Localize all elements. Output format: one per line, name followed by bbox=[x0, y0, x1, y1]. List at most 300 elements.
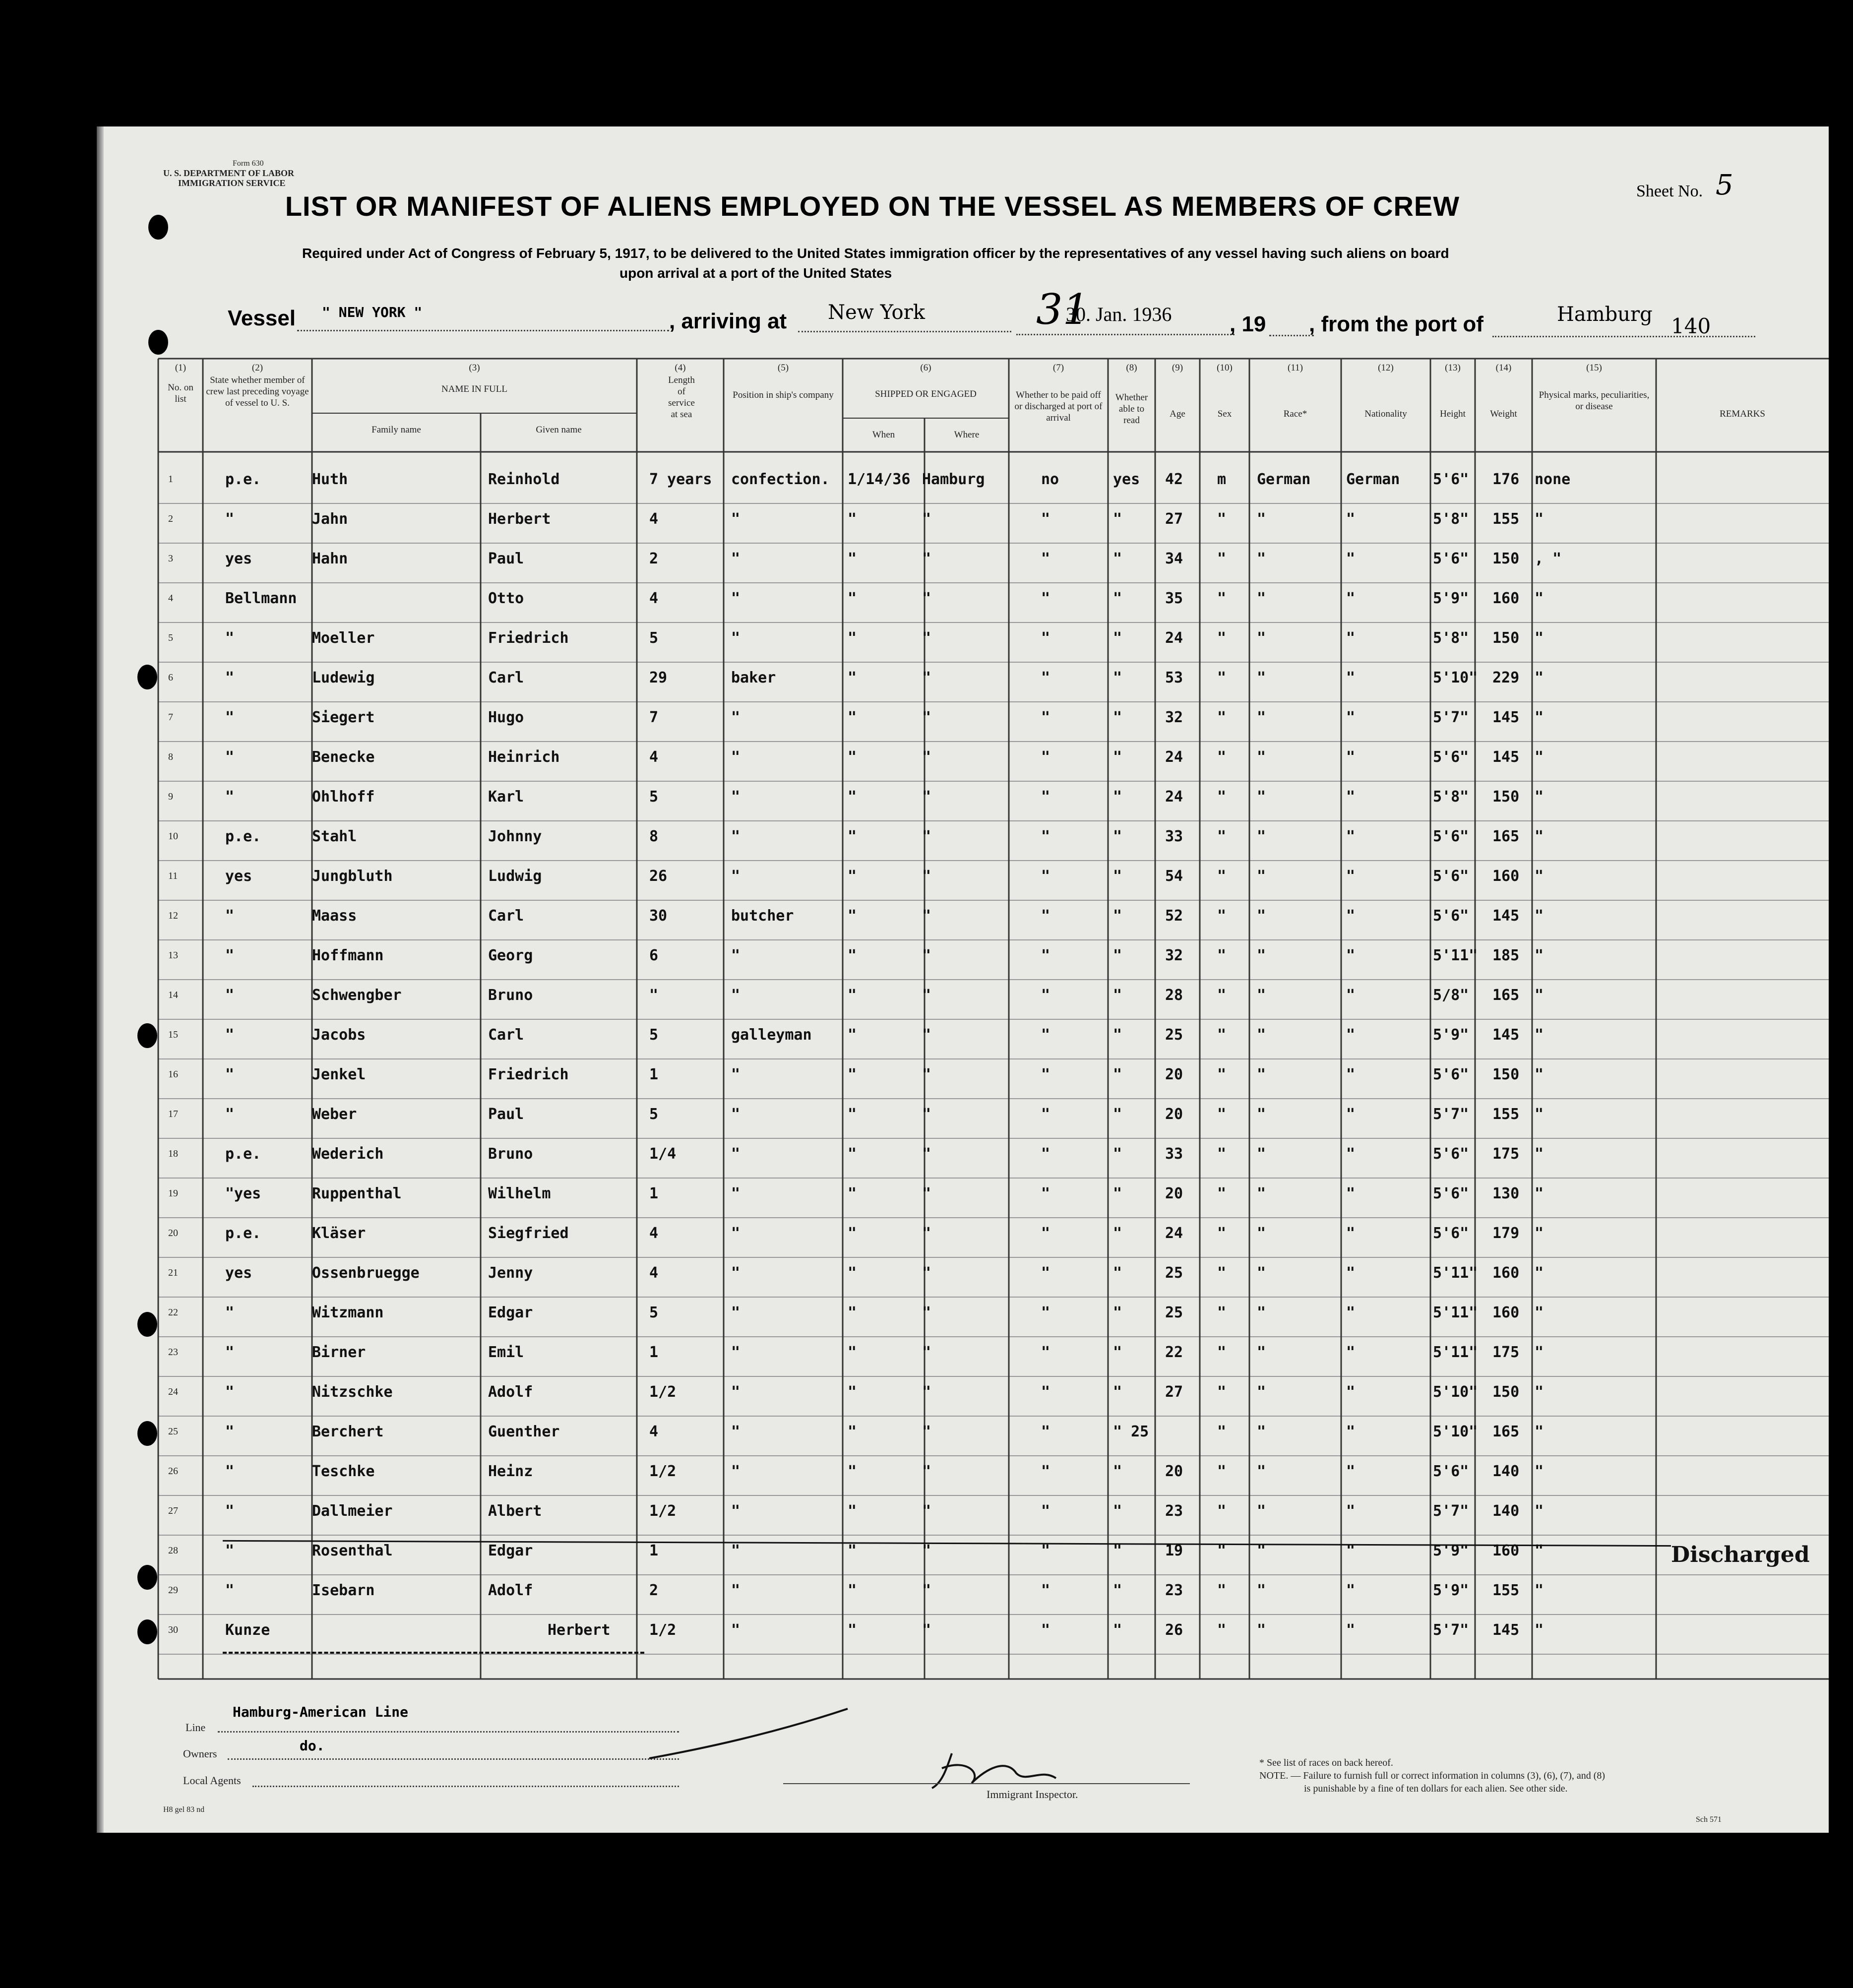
cell-shipped-when: " bbox=[848, 1026, 857, 1044]
cell-sex: " bbox=[1217, 1264, 1227, 1282]
cell-weight: 160 bbox=[1492, 1264, 1520, 1282]
cell-able-to-read: " bbox=[1113, 1304, 1122, 1321]
cell-weight: 229 bbox=[1492, 669, 1520, 686]
row-number: 25 bbox=[168, 1426, 178, 1437]
row-number: 20 bbox=[168, 1228, 178, 1239]
cell-given-name: Guenther bbox=[488, 1423, 560, 1440]
cell-weight: 175 bbox=[1492, 1145, 1520, 1163]
cell-weight: 155 bbox=[1492, 1582, 1520, 1599]
cell-position: " bbox=[731, 1582, 741, 1599]
cell-service: 4 bbox=[649, 748, 659, 766]
cell-shipped-where: " bbox=[922, 550, 931, 567]
cell-family-name: Nitzschke bbox=[312, 1383, 393, 1401]
cell-sex: " bbox=[1217, 1344, 1227, 1361]
cell-able-to-read: " bbox=[1113, 748, 1122, 766]
cell-nationality: " bbox=[1346, 669, 1356, 686]
cell-position: " bbox=[731, 1106, 741, 1123]
col9-header: Age bbox=[1170, 409, 1185, 419]
row-number: 18 bbox=[168, 1148, 178, 1159]
cell-prev: p.e. bbox=[225, 828, 261, 845]
row-number: 21 bbox=[168, 1267, 178, 1278]
cell-weight: 165 bbox=[1492, 987, 1520, 1004]
page-title: LIST OR MANIFEST OF ALIENS EMPLOYED ON THE VESSEL AS MEMBERS OF CREW bbox=[285, 190, 1460, 222]
cell-sex: " bbox=[1217, 1582, 1227, 1599]
cell-service: 1/2 bbox=[649, 1621, 677, 1639]
cell-prev: " bbox=[225, 1463, 235, 1480]
cell-shipped-where: " bbox=[922, 1344, 931, 1361]
cell-weight: 160 bbox=[1492, 1542, 1520, 1559]
cell-able-to-read: " bbox=[1113, 1066, 1122, 1083]
cell-weight: 150 bbox=[1492, 1066, 1520, 1083]
cell-height: 5'6" bbox=[1433, 1145, 1469, 1163]
cell-sex: " bbox=[1217, 828, 1227, 845]
cell-age: 20 bbox=[1165, 1106, 1183, 1123]
cell-position: " bbox=[731, 868, 741, 885]
cell-physical-marks: , " bbox=[1535, 550, 1562, 567]
vessel-name: " NEW YORK " bbox=[322, 304, 423, 320]
cell-prev: " bbox=[225, 1066, 235, 1083]
cell-shipped-where: " bbox=[922, 1145, 931, 1163]
cell-shipped-when: " bbox=[848, 629, 857, 647]
cell-weight: 145 bbox=[1492, 709, 1520, 726]
cell-able-to-read: " bbox=[1113, 1185, 1122, 1202]
arriving-port: New York bbox=[828, 301, 925, 324]
cell-weight: 130 bbox=[1492, 1185, 1520, 1202]
cell-race: " bbox=[1257, 1106, 1266, 1123]
vessel-label: Vessel bbox=[228, 306, 296, 330]
cell-shipped-when: " bbox=[848, 1423, 857, 1440]
cell-sex: " bbox=[1217, 947, 1227, 964]
cell-position: " bbox=[731, 947, 741, 964]
cell-service: 4 bbox=[649, 510, 659, 528]
print-code-left: H8 gel 83 nd bbox=[163, 1805, 205, 1814]
cell-given-name: Edgar bbox=[488, 1304, 533, 1321]
cell-able-to-read: " bbox=[1113, 709, 1122, 726]
cell-given-name: Heinrich bbox=[488, 748, 560, 766]
cell-position: " bbox=[731, 748, 741, 766]
cell-position: " bbox=[731, 1304, 741, 1321]
punch-hole bbox=[137, 665, 157, 689]
cell-service: 29 bbox=[649, 669, 668, 686]
cell-family-name: Wederich bbox=[312, 1145, 384, 1163]
cell-age: 53 bbox=[1165, 669, 1183, 686]
cell-family-name: Benecke bbox=[312, 748, 375, 766]
cell-shipped-where: " bbox=[922, 1582, 931, 1599]
row-number: 30 bbox=[168, 1624, 178, 1635]
department: U. S. DEPARTMENT OF LABOR bbox=[163, 168, 295, 178]
cell-weight: 140 bbox=[1492, 1502, 1520, 1520]
cell-able-to-read: " 25 bbox=[1113, 1423, 1149, 1440]
cell-prev: p.e. bbox=[225, 471, 261, 488]
col8-num: (8) bbox=[1126, 363, 1137, 373]
cell-position: " bbox=[731, 788, 741, 806]
cell-shipped-where: " bbox=[922, 590, 931, 607]
cell-given-name: Siegfried bbox=[488, 1225, 569, 1242]
col13-header: Height bbox=[1440, 409, 1466, 419]
cell-service: 1/2 bbox=[649, 1502, 677, 1520]
col14-header: Weight bbox=[1490, 409, 1517, 419]
cell-height: 5'11" bbox=[1433, 1344, 1478, 1361]
cell-physical-marks: " bbox=[1535, 1542, 1544, 1559]
cell-sex: " bbox=[1217, 550, 1227, 567]
given-name-header: Given name bbox=[536, 425, 582, 435]
family-name-header: Family name bbox=[371, 425, 421, 435]
cell-shipped-when: " bbox=[848, 1145, 857, 1163]
cell-able-to-read: " bbox=[1113, 510, 1122, 528]
cell-able-to-read: " bbox=[1113, 1542, 1122, 1559]
cell-given-name: Jenny bbox=[488, 1264, 533, 1282]
cell-nationality: " bbox=[1346, 1542, 1356, 1559]
cell-position: " bbox=[731, 1145, 741, 1163]
cell-sex: " bbox=[1217, 510, 1227, 528]
cell-shipped-where: " bbox=[922, 788, 931, 806]
cell-race: " bbox=[1257, 590, 1266, 607]
row-number: 15 bbox=[168, 1029, 178, 1040]
cell-physical-marks: " bbox=[1535, 987, 1544, 1004]
cell-physical-marks: " bbox=[1535, 709, 1544, 726]
col7-num: (7) bbox=[1052, 363, 1064, 373]
cell-age: 23 bbox=[1165, 1582, 1183, 1599]
cell-shipped-when: " bbox=[848, 1502, 857, 1520]
cell-age: 42 bbox=[1165, 471, 1183, 488]
row-number: 5 bbox=[168, 632, 173, 643]
cell-position: galleyman bbox=[731, 1026, 812, 1044]
year-label: , 19 bbox=[1230, 312, 1266, 336]
cell-weight: 155 bbox=[1492, 1106, 1520, 1123]
cell-family-name: Stahl bbox=[312, 828, 357, 845]
cell-height: 5'6" bbox=[1433, 868, 1469, 885]
manifest-sheet bbox=[101, 126, 1829, 1833]
cell-weight: 140 bbox=[1492, 1463, 1520, 1480]
immigrant-inspector-label: Immigrant Inspector. bbox=[987, 1788, 1078, 1801]
cell-race: " bbox=[1257, 669, 1266, 686]
cell-physical-marks: none bbox=[1535, 471, 1571, 488]
cell-weight: 176 bbox=[1492, 471, 1520, 488]
cell-race: " bbox=[1257, 1463, 1266, 1480]
cell-shipped-where: " bbox=[922, 629, 931, 647]
cell-able-to-read: " bbox=[1113, 1344, 1122, 1361]
cell-physical-marks: " bbox=[1535, 1026, 1544, 1044]
cell-race: " bbox=[1257, 510, 1266, 528]
cell-prev: " bbox=[225, 1344, 235, 1361]
row-number: 24 bbox=[168, 1386, 178, 1397]
cell-race: " bbox=[1257, 987, 1266, 1004]
cell-able-to-read: " bbox=[1113, 1264, 1122, 1282]
cell-position: confection. bbox=[731, 471, 830, 488]
cell-shipped-when: " bbox=[848, 1304, 857, 1321]
cell-sex: " bbox=[1217, 590, 1227, 607]
col10-header: Sex bbox=[1217, 409, 1232, 419]
races-note: * See list of races on back hereof. bbox=[1259, 1757, 1393, 1768]
cell-shipped-where: " bbox=[922, 1463, 931, 1480]
cell-weight: 145 bbox=[1492, 748, 1520, 766]
cell-weight: 150 bbox=[1492, 550, 1520, 567]
cell-nationality: " bbox=[1346, 510, 1356, 528]
cell-weight: 150 bbox=[1492, 629, 1520, 647]
cell-nationality: German bbox=[1346, 471, 1400, 488]
cell-prev: " bbox=[225, 1542, 235, 1559]
col5-num: (5) bbox=[777, 363, 789, 373]
cell-service: 1/4 bbox=[649, 1145, 677, 1163]
cell-race: " bbox=[1257, 1185, 1266, 1202]
cell-position: " bbox=[731, 1423, 741, 1440]
cell-weight: 150 bbox=[1492, 788, 1520, 806]
cell-height: 5'9" bbox=[1433, 1026, 1469, 1044]
cell-age: 22 bbox=[1165, 1344, 1183, 1361]
cell-family-name: Ossenbruegge bbox=[312, 1264, 420, 1282]
row-number: 17 bbox=[168, 1109, 178, 1119]
cell-paid-off: " bbox=[1041, 629, 1050, 647]
cell-given-name: Friedrich bbox=[488, 629, 569, 647]
cell-prev: yes bbox=[225, 1264, 252, 1282]
cell-age: 25 bbox=[1165, 1304, 1183, 1321]
cell-height: 5'7" bbox=[1433, 709, 1469, 726]
cell-able-to-read: " bbox=[1113, 1225, 1122, 1242]
cell-race: " bbox=[1257, 907, 1266, 925]
cell-shipped-when: " bbox=[848, 1106, 857, 1123]
row-number: 9 bbox=[168, 791, 173, 802]
cell-height: 5'9" bbox=[1433, 1582, 1469, 1599]
cell-service: 5 bbox=[649, 1106, 659, 1123]
cell-sex: " bbox=[1217, 1066, 1227, 1083]
cell-race: " bbox=[1257, 1066, 1266, 1083]
cell-position: " bbox=[731, 1066, 741, 1083]
cell-able-to-read: " bbox=[1113, 947, 1122, 964]
cell-physical-marks: " bbox=[1535, 1106, 1544, 1123]
cell-shipped-when: " bbox=[848, 907, 857, 925]
col12-header: Nationality bbox=[1364, 409, 1407, 419]
cell-given-name: Otto bbox=[488, 590, 524, 607]
cell-race: " bbox=[1257, 1423, 1266, 1440]
cell-position: butcher bbox=[731, 907, 794, 925]
row-number: 14 bbox=[168, 990, 178, 1000]
col1-header: No. on list bbox=[168, 382, 193, 404]
cell-service: 4 bbox=[649, 590, 659, 607]
cell-able-to-read: " bbox=[1113, 1463, 1122, 1480]
col6-header: SHIPPED OR ENGAGED bbox=[875, 389, 977, 399]
cell-sex: " bbox=[1217, 1304, 1227, 1321]
cell-age: 25 bbox=[1165, 1264, 1183, 1282]
cell-prev: " bbox=[225, 709, 235, 726]
col15-header: Physical marks, peculiarities, or disease bbox=[1539, 390, 1650, 412]
row-number: 22 bbox=[168, 1307, 178, 1318]
cell-position: " bbox=[731, 1463, 741, 1480]
cell-shipped-where: " bbox=[922, 907, 931, 925]
cell-paid-off: " bbox=[1041, 1463, 1050, 1480]
cell-nationality: " bbox=[1346, 590, 1356, 607]
cell-sex: " bbox=[1217, 1145, 1227, 1163]
cell-family-name: Rosenthal bbox=[312, 1542, 393, 1559]
cell-family-name: Dallmeier bbox=[312, 1502, 393, 1520]
cell-prev: " bbox=[225, 1502, 235, 1520]
cell-able-to-read: " bbox=[1113, 1026, 1122, 1044]
col3-num: (3) bbox=[469, 363, 480, 373]
cell-given-name: Adolf bbox=[488, 1582, 533, 1599]
service: IMMIGRATION SERVICE bbox=[178, 178, 286, 188]
cell-age: 27 bbox=[1165, 510, 1183, 528]
cell-race: " bbox=[1257, 1264, 1266, 1282]
cell-height: 5'9" bbox=[1433, 1542, 1469, 1559]
cell-physical-marks: " bbox=[1535, 510, 1544, 528]
cell-position: " bbox=[731, 709, 741, 726]
cell-service: 5 bbox=[649, 629, 659, 647]
cell-shipped-when: " bbox=[848, 1066, 857, 1083]
cell-shipped-when: " bbox=[848, 828, 857, 845]
cell-family-name: Jacobs bbox=[312, 1026, 366, 1044]
cell-position: " bbox=[731, 1621, 741, 1639]
cell-given-name: Bruno bbox=[488, 1145, 533, 1163]
cell-position: " bbox=[731, 550, 741, 567]
cell-family-name: Isebarn bbox=[312, 1582, 375, 1599]
cell-paid-off: " bbox=[1041, 828, 1050, 845]
local-agents-label: Local Agents bbox=[183, 1774, 241, 1787]
cell-age: 32 bbox=[1165, 709, 1183, 726]
row-number: 23 bbox=[168, 1347, 178, 1358]
cell-given-name: Heinz bbox=[488, 1463, 533, 1480]
cell-prev: Kunze bbox=[225, 1621, 270, 1639]
cell-prev: " bbox=[225, 1383, 235, 1401]
cell-shipped-when: " bbox=[848, 987, 857, 1004]
cell-height: 5'10" bbox=[1433, 1383, 1478, 1401]
col13-num: (13) bbox=[1445, 363, 1461, 373]
cell-able-to-read: " bbox=[1113, 629, 1122, 647]
cell-prev: " bbox=[225, 629, 235, 647]
cell-nationality: " bbox=[1346, 907, 1356, 925]
cell-service: 2 bbox=[649, 550, 659, 567]
cell-shipped-where: Hamburg bbox=[922, 471, 985, 488]
cell-nationality: " bbox=[1346, 629, 1356, 647]
cell-shipped-when: " bbox=[848, 1463, 857, 1480]
cell-family-name: Ruppenthal bbox=[312, 1185, 402, 1202]
cell-sex: " bbox=[1217, 1185, 1227, 1202]
cell-given-name: Paul bbox=[488, 550, 524, 567]
cell-shipped-when: " bbox=[848, 1185, 857, 1202]
cell-weight: 175 bbox=[1492, 1344, 1520, 1361]
cell-paid-off: no bbox=[1041, 471, 1059, 488]
col15-num: (15) bbox=[1586, 363, 1602, 373]
cell-physical-marks: " bbox=[1535, 1582, 1544, 1599]
cell-paid-off: " bbox=[1041, 947, 1050, 964]
sheet-number: 5 bbox=[1716, 169, 1733, 201]
cell-race: " bbox=[1257, 1344, 1266, 1361]
cell-height: 5'6" bbox=[1433, 1066, 1469, 1083]
cell-shipped-when: " bbox=[848, 1582, 857, 1599]
cell-paid-off: " bbox=[1041, 1225, 1050, 1242]
cell-service: 4 bbox=[649, 1264, 659, 1282]
cell-given-name: Paul bbox=[488, 1106, 524, 1123]
punch-hole bbox=[137, 1023, 157, 1048]
cell-service: 1 bbox=[649, 1185, 659, 1202]
cell-service: 1 bbox=[649, 1542, 659, 1559]
cell-family-name: Berchert bbox=[312, 1423, 384, 1440]
cell-nationality: " bbox=[1346, 550, 1356, 567]
cell-service: 1 bbox=[649, 1344, 659, 1361]
cell-sex: m bbox=[1217, 471, 1227, 488]
cell-given-name: Carl bbox=[488, 1026, 524, 1044]
cell-race: " bbox=[1257, 1542, 1266, 1559]
cell-able-to-read: " bbox=[1113, 1383, 1122, 1401]
cell-height: 5'8" bbox=[1433, 629, 1469, 647]
cell-paid-off: " bbox=[1041, 1344, 1050, 1361]
cell-family-name: Hoffmann bbox=[312, 947, 384, 964]
cell-age: 24 bbox=[1165, 788, 1183, 806]
where-header: Where bbox=[954, 430, 980, 440]
cell-height: 5'6" bbox=[1433, 1225, 1469, 1242]
cell-paid-off: " bbox=[1041, 590, 1050, 607]
cell-nationality: " bbox=[1346, 828, 1356, 845]
col12-num: (12) bbox=[1378, 363, 1394, 373]
cell-nationality: " bbox=[1346, 1145, 1356, 1163]
cell-paid-off: " bbox=[1041, 1383, 1050, 1401]
cell-able-to-read: " bbox=[1113, 1621, 1122, 1639]
cell-sex: " bbox=[1217, 629, 1227, 647]
row-number: 29 bbox=[168, 1585, 178, 1596]
cell-service: 7 bbox=[649, 709, 659, 726]
cell-nationality: " bbox=[1346, 1463, 1356, 1480]
cell-paid-off: " bbox=[1041, 510, 1050, 528]
cell-family-name: Birner bbox=[312, 1344, 366, 1361]
from-port-label: , from the port of bbox=[1309, 312, 1483, 336]
cell-nationality: " bbox=[1346, 709, 1356, 726]
row-number: 8 bbox=[168, 751, 173, 762]
cell-given-name: Bruno bbox=[488, 987, 533, 1004]
cell-nationality: " bbox=[1346, 1621, 1356, 1639]
cell-service: 1/2 bbox=[649, 1463, 677, 1480]
print-code-right: Sch 571 bbox=[1696, 1815, 1722, 1824]
cell-position: " bbox=[731, 510, 741, 528]
cell-sex: " bbox=[1217, 1542, 1227, 1559]
cell-able-to-read: " bbox=[1113, 1145, 1122, 1163]
cell-sex: " bbox=[1217, 1106, 1227, 1123]
cell-position: baker bbox=[731, 669, 776, 686]
cell-nationality: " bbox=[1346, 1066, 1356, 1083]
cell-sex: " bbox=[1217, 669, 1227, 686]
row-number: 1 bbox=[168, 474, 173, 485]
cell-race: " bbox=[1257, 1621, 1266, 1639]
cell-shipped-where: " bbox=[922, 748, 931, 766]
cell-shipped-where: " bbox=[922, 1304, 931, 1321]
cell-family-name: Maass bbox=[312, 907, 357, 925]
cell-shipped-when: " bbox=[848, 510, 857, 528]
cell-height: 5'7" bbox=[1433, 1106, 1469, 1123]
cell-family-name: Jungbluth bbox=[312, 868, 393, 885]
punch-hole bbox=[137, 1421, 157, 1446]
cell-paid-off: " bbox=[1041, 1145, 1050, 1163]
cell-age: 54 bbox=[1165, 868, 1183, 885]
cell-shipped-where: " bbox=[922, 1383, 931, 1401]
cell-shipped-where: " bbox=[922, 1502, 931, 1520]
cell-height: 5'10" bbox=[1433, 1423, 1478, 1440]
cell-physical-marks: " bbox=[1535, 748, 1544, 766]
sheet-label: Sheet No. bbox=[1636, 182, 1703, 200]
cell-shipped-where: " bbox=[922, 828, 931, 845]
cell-height: 5'7" bbox=[1433, 1621, 1469, 1639]
cell-prev: " bbox=[225, 669, 235, 686]
cell-weight: 185 bbox=[1492, 947, 1520, 964]
cell-nationality: " bbox=[1346, 1264, 1356, 1282]
col2-header: State whether member of crew last preceding voyage of vessel to U. S. bbox=[206, 375, 309, 408]
cell-position: " bbox=[731, 1225, 741, 1242]
cell-race: " bbox=[1257, 1383, 1266, 1401]
note-line-1: NOTE. — Failure to furnish full or correct information in columns (3), (6), (7), and (8) bbox=[1259, 1770, 1606, 1781]
cell-physical-marks: " bbox=[1535, 1304, 1544, 1321]
cell-given-name: Georg bbox=[488, 947, 533, 964]
cell-nationality: " bbox=[1346, 1185, 1356, 1202]
cell-paid-off: " bbox=[1041, 1582, 1050, 1599]
owners-label: Owners bbox=[183, 1747, 217, 1760]
cell-age: 32 bbox=[1165, 947, 1183, 964]
cell-paid-off: " bbox=[1041, 987, 1050, 1004]
